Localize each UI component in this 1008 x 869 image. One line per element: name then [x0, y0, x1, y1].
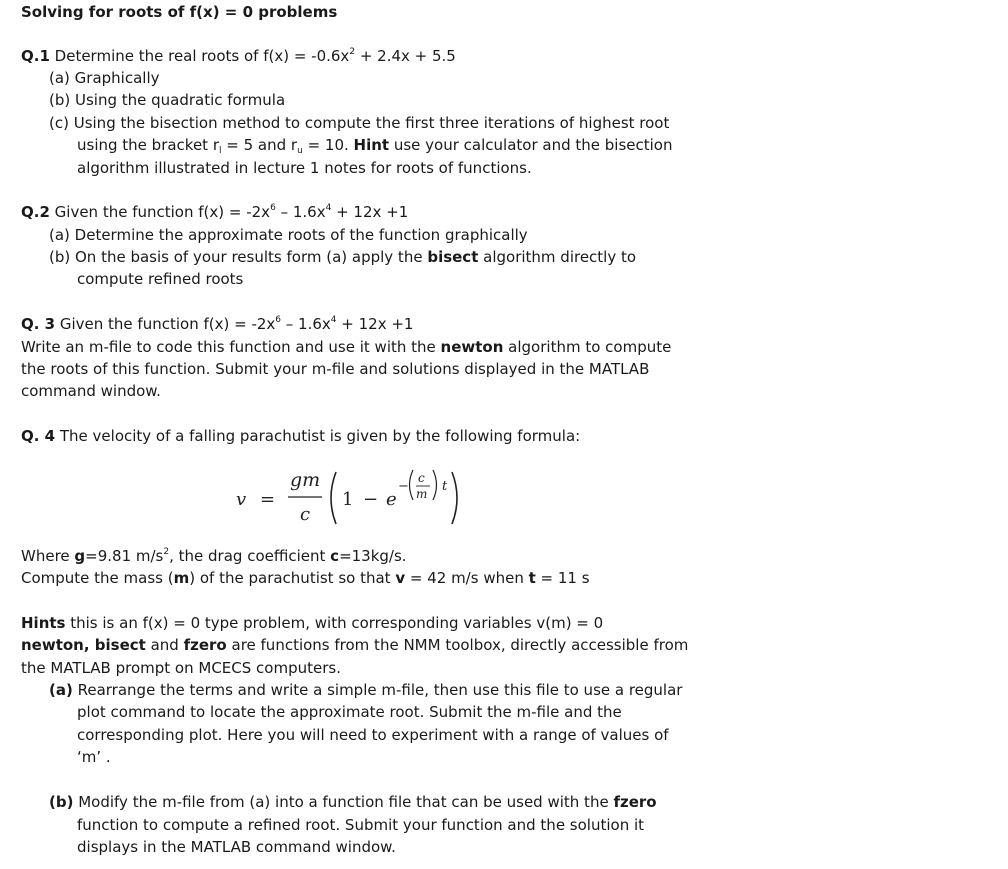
q1-part-c-line3: algorithm illustrated in lecture 1 notes for roots of functions.	[77, 159, 532, 177]
page-title: Solving for roots of f(x) = 0 problems	[21, 3, 338, 21]
q3-line2-a: Write an m-file to code this function and use it with the	[21, 338, 441, 356]
q1-c-text-d: use your calculator and the bisection	[389, 136, 673, 154]
hints-line2-rest: are functions from the NMM toolbox, directly accessible from	[226, 636, 689, 654]
q1-stem-b: + 2.4x + 5.5	[355, 47, 456, 65]
q4-where-a: Where	[21, 547, 75, 565]
q3-line4: command window.	[21, 382, 161, 400]
formula-lparen	[331, 472, 336, 524]
formula-exp-rparen	[433, 470, 437, 500]
formula-rparen	[452, 472, 457, 524]
q4-compute-v: v	[395, 569, 406, 587]
formula-exp-m: m	[416, 487, 428, 501]
formula-e: e	[386, 489, 397, 510]
q3-stem-a: Given the function f(x) = -2x	[55, 315, 276, 333]
q3-newton: newton	[440, 338, 504, 356]
formula-exp-minus: −	[398, 479, 409, 494]
hints-line1-rest: this is an f(x) = 0 type problem, with corresponding variables v(m) = 0	[65, 614, 604, 632]
hints-a-line4: ‘m’ .	[77, 748, 111, 766]
hints-a-line2: plot command to locate the approximate root. Submit the m-file and the	[77, 703, 622, 721]
q2-b-text-b: algorithm directly to	[478, 248, 637, 266]
q1-c-text-c: = 10.	[302, 136, 354, 154]
q3-stem-b: – 1.6x	[281, 315, 331, 333]
hints-b-line1	[49, 791, 657, 813]
hints-line3: the MATLAB prompt on MCECS computers.	[21, 659, 341, 677]
q1-c-sub-u: u	[297, 146, 303, 156]
q2-stem-c: + 12x +1	[331, 203, 409, 221]
q4-where-b: =9.81 m/s	[85, 547, 164, 565]
q1-part-a: (a) Graphically	[49, 69, 160, 87]
hints-line2	[21, 634, 688, 656]
hints-b-line3: displays in the MATLAB command window.	[77, 838, 396, 856]
hints-a-line3: corresponding plot. Here you will need to experiment with a range of values of	[77, 726, 669, 744]
formula-exp-t: t	[442, 479, 448, 494]
q4-compute-t: t	[528, 569, 536, 587]
q2-b-bisect: bisect	[427, 248, 479, 266]
q2-part-b-line1	[49, 246, 636, 268]
q2-label: Q.2	[21, 203, 50, 221]
hints-b-fzero: fzero	[613, 793, 657, 811]
hints-label: Hints	[21, 614, 66, 632]
q2-part-b-line2: compute refined roots	[77, 270, 244, 288]
q4-stem-text: The velocity of a falling parachutist is given by the following formula:	[55, 427, 581, 445]
q4-where-cbold: c	[330, 547, 340, 565]
q2-b-text-a: (b) On the basis of your results form (a) apply the	[49, 248, 428, 266]
q4-where-exp: 2	[163, 547, 170, 557]
q4-compute-a: Compute the mass (	[21, 569, 174, 587]
q2-part-a: (a) Determine the approximate roots of the function graphically	[49, 226, 528, 244]
formula-den-c: c	[300, 504, 311, 525]
q3-stem-c: + 12x +1	[336, 315, 414, 333]
hints-fzero: fzero	[183, 636, 227, 654]
hints-newton-bisect: newton, bisect	[21, 636, 146, 654]
q2-stem-b: – 1.6x	[275, 203, 326, 221]
q4-label: Q. 4	[21, 427, 56, 445]
q3-label: Q. 3	[21, 315, 56, 333]
q1-stem	[21, 45, 456, 67]
q3-line3: the roots of this function. Submit your m-file and solutions displayed in the MATLAB	[21, 360, 650, 378]
q1-c-hint: Hint	[353, 136, 390, 154]
formula-num-gm: gm	[290, 469, 321, 491]
q4-compute-m: m	[173, 569, 190, 587]
q4-compute	[21, 567, 590, 589]
q3-exp1: 6	[275, 315, 282, 325]
q3-exp2: 4	[330, 315, 337, 325]
hints-b-label: (b)	[49, 793, 74, 811]
q1-exp: 2	[349, 47, 356, 57]
q1-c-text-b: = 5 and r	[221, 136, 298, 154]
formula-exp-c: c	[418, 471, 425, 485]
q1-label: Q.1	[21, 47, 50, 65]
hints-line1	[21, 612, 603, 634]
q3-stem	[21, 313, 413, 335]
hints-a-line1	[49, 679, 682, 701]
q3-line2-b: algorithm to compute	[503, 338, 672, 356]
q2-exp1: 6	[270, 203, 276, 213]
formula-one: 1	[342, 489, 354, 510]
q4-compute-b: ) of the parachutist so that	[189, 569, 396, 587]
hints-b-text1: Modify the m-file from (a) into a function file that can be used with the	[73, 793, 614, 811]
q2-stem	[21, 201, 408, 223]
q4-compute-c: = 42 m/s when	[405, 569, 529, 587]
q4-where-c: , the drag coefficient	[169, 547, 331, 565]
velocity-formula	[230, 458, 500, 534]
q1-stem-a: Determine the real roots of f(x) = -0.6x	[49, 47, 350, 65]
hints-b-line2: function to compute a refined root. Submit your function and the solution it	[77, 816, 645, 834]
q1-part-c-line2	[77, 134, 672, 156]
q4-compute-d: = 11 s	[535, 569, 590, 587]
q3-line2	[21, 336, 671, 358]
formula-eq: =	[260, 489, 276, 510]
formula-minus: −	[363, 489, 379, 510]
q2-stem-a: Given the function f(x) = -2x	[49, 203, 271, 221]
q4-where	[21, 545, 407, 567]
q4-where-d: =13kg/s.	[339, 547, 407, 565]
formula-v: v	[236, 489, 247, 510]
q1-part-c-line1: (c) Using the bisection method to compute the first three iterations of highest root	[49, 114, 670, 132]
formula-exp-lparen	[410, 470, 414, 500]
q1-c-sub-l: l	[219, 146, 222, 156]
q1-c-text-a: using the bracket r	[77, 136, 219, 154]
q4-where-g: g	[74, 547, 86, 565]
q2-exp2: 4	[325, 203, 332, 213]
hints-a-label: (a)	[49, 681, 73, 699]
hints-a-text1: Rearrange the terms and write a simple m-file, then use this file to use a regular	[72, 681, 683, 699]
q1-part-b: (b) Using the quadratic formula	[49, 91, 286, 109]
hints-and: and	[145, 636, 184, 654]
q4-stem	[21, 425, 580, 447]
